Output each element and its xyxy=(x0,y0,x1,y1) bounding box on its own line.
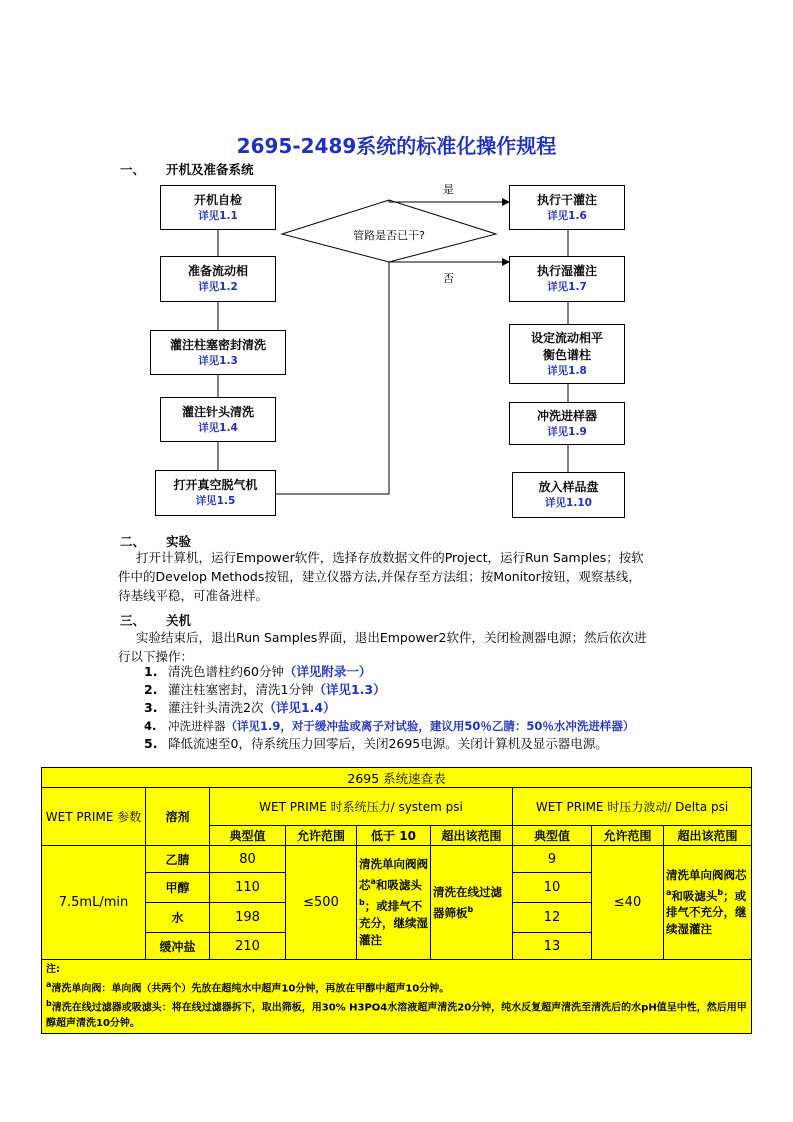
footnote-b-mark: b xyxy=(46,999,52,1009)
flow-box-label: 放入样品盘 xyxy=(538,480,599,494)
section-3-heading xyxy=(120,611,191,629)
solvent-cell: 乙腈 xyxy=(146,846,210,873)
step-ref: （详见1.4） xyxy=(263,700,336,715)
flow-box-wet-prime xyxy=(509,256,625,302)
flow-box-ref: 详见1.5 xyxy=(195,495,236,507)
pressure-typical-cell: 80 xyxy=(210,846,286,873)
section-3-title: 关机 xyxy=(166,613,192,628)
section-3-line: 行以下操作： xyxy=(118,649,194,664)
sub-over-range: 超出该范围 xyxy=(431,826,513,846)
flow-box-label: 执行干灌注 xyxy=(536,192,597,207)
step-text: 灌注柱塞密封，清洗1分钟 xyxy=(168,682,314,697)
sub-delta-range: 允许范围 xyxy=(592,826,664,846)
step-text: 降低流速至0，待系统压力回零后，关闭2695电源。关闭计算机及显示器电源。 xyxy=(168,736,608,751)
note-a-text: 清洗单向阀：单向阀（共两个）先放在超纯水中超声10分钟，再放在甲醇中超声10分钟。 xyxy=(51,983,450,995)
flow-box-ref: 详见1.6 xyxy=(547,209,587,222)
section-2-line: 件中的Develop Methods按钮，建立仪器方法,并保存至方法组；按Monitor按钮，观察基线， xyxy=(118,569,641,584)
step-item xyxy=(144,717,744,735)
flow-box-label: 灌注柱塞密封清洗 xyxy=(169,337,266,352)
flow-box-seal-wash xyxy=(150,330,286,375)
flow-rate-cell: 7.5mL/min xyxy=(42,846,146,960)
flow-box-ref: 详见1.10 xyxy=(545,497,592,509)
sub-typical: 典型值 xyxy=(210,826,286,846)
step-number: 5. xyxy=(144,736,158,751)
footnote-a-mark: a xyxy=(370,877,376,887)
delta-typical-cell: 9 xyxy=(513,846,592,873)
flow-box-purge-injector xyxy=(509,402,625,445)
footnote-a-mark: a xyxy=(46,980,52,989)
section-2-body xyxy=(118,548,718,605)
delta-range-cell: ≤40 xyxy=(592,846,664,960)
solvent-cell: 甲醇 xyxy=(146,873,210,903)
delta-over-text-b: 和吸滤头 xyxy=(671,888,718,903)
flow-box-ref: 详见1.2 xyxy=(198,281,238,293)
pressure-range-cell: ≤500 xyxy=(286,846,357,960)
flow-box-label: 灌注针头清洗 xyxy=(181,404,254,419)
step-item xyxy=(144,735,744,753)
below-10-text-b: 和吸滤头 xyxy=(375,878,422,892)
flow-box-ref: 详见1.8 xyxy=(547,364,587,377)
sub-delta-over: 超出该范围 xyxy=(664,826,752,846)
delta-over-action-cell xyxy=(664,846,752,960)
step-number: 4. xyxy=(144,719,157,733)
step-number: 3. xyxy=(144,700,158,715)
yes-label: 是 xyxy=(443,183,454,196)
flowchart-connectors xyxy=(0,0,793,530)
flow-box-label-line2: 衡色谱柱 xyxy=(542,347,591,362)
solvent-cell: 缓冲盐 xyxy=(146,933,210,960)
step-item xyxy=(144,681,744,699)
step-text: 灌注针头清洗2次 xyxy=(168,700,264,715)
section-2-line: 待基线平稳，可准备进样。 xyxy=(118,588,269,603)
footnote-b-mark: b xyxy=(717,887,724,897)
flow-box-needle-wash xyxy=(160,397,276,442)
section-2-number: 二、 xyxy=(120,534,146,549)
step-text: 冲洗进样器 xyxy=(168,719,226,733)
flow-box-power-on xyxy=(160,185,276,230)
table-notes xyxy=(42,960,752,1034)
no-label: 否 xyxy=(443,272,454,285)
flow-box-label: 开机自检 xyxy=(193,192,242,207)
col-wet-prime-param: WET PRIME 参数 xyxy=(42,788,146,846)
section-3-body xyxy=(118,628,718,666)
section-3-line: 实验结束后，退出Run Samples界面，退出Empower2软件，关闭检测器电源；然后依次进 xyxy=(136,630,647,645)
flow-box-label: 准备流动相 xyxy=(187,264,248,278)
flow-box-mobile-phase xyxy=(160,256,276,302)
flow-box-ref: 详见1.9 xyxy=(547,425,587,438)
note-title: 注: xyxy=(46,964,60,975)
quick-reference-table xyxy=(41,767,752,1034)
step-ref: （详见1.9，对于缓冲盐或离子对试验，建议用50％乙腈：50％水冲洗进样器） xyxy=(225,719,635,733)
note-a xyxy=(46,977,747,996)
step-ref: （详见附录一） xyxy=(283,664,372,679)
note-b-text: 清洗在线过滤器或吸滤头：将在线过滤器拆下，取出筛板，用30% H3PO4水溶液超声清洗20分钟，纯水反复超声清洗至清洗后的水pH值呈中性，然后用甲醇超声清洗10分钟。 xyxy=(46,1002,747,1029)
flow-box-dry-prime xyxy=(509,185,625,230)
col-solvent: 溶剂 xyxy=(146,788,210,846)
solvent-cell: 水 xyxy=(146,903,210,933)
step-ref: （详见1.3） xyxy=(313,682,386,697)
flow-box-label: 冲洗进样器 xyxy=(536,408,597,423)
flow-box-equilibrate xyxy=(509,324,625,384)
table-title: 2695 系统速查表 xyxy=(42,768,752,788)
section-2-title: 实验 xyxy=(166,534,192,549)
step-item xyxy=(144,663,744,681)
shutdown-steps xyxy=(144,663,744,753)
footnote-b-mark: b xyxy=(467,904,474,914)
over-range-text: 清洗在线过滤器筛板 xyxy=(433,884,502,920)
yes-arrow xyxy=(389,200,509,202)
flow-box-ref: 详见1.4 xyxy=(198,421,238,434)
below-10-text-a: 清洗单向阀阀芯 xyxy=(359,857,428,892)
section-1-title: 开机及准备系统 xyxy=(166,162,254,177)
footnote-b-mark: b xyxy=(359,898,365,907)
connector-to-decision xyxy=(276,262,389,494)
section-1-number: 一、 xyxy=(120,162,146,177)
flow-box-sample-tray xyxy=(512,472,625,518)
page-title: 2695-2489系统的标准化操作规程 xyxy=(236,134,557,158)
sub-below-10: 低于 10 xyxy=(357,826,431,846)
flow-box-ref: 详见1.3 xyxy=(198,354,238,367)
flow-box-ref: 详见1.1 xyxy=(198,209,238,222)
step-item xyxy=(144,699,744,717)
delta-typical-cell: 10 xyxy=(513,873,592,903)
delta-over-text-c: ；或排气不充分，继续湿灌注 xyxy=(666,888,747,937)
footnote-a-mark: a xyxy=(666,887,672,897)
step-number: 1. xyxy=(144,664,158,679)
pressure-typical-cell: 198 xyxy=(210,903,286,933)
delta-typical-cell: 13 xyxy=(513,933,592,960)
sub-range: 允许范围 xyxy=(286,826,357,846)
flow-box-label: 打开真空脱气机 xyxy=(173,478,258,492)
flow-box-label: 执行湿灌注 xyxy=(536,264,597,278)
over-range-action-cell xyxy=(431,846,513,960)
pressure-typical-cell: 210 xyxy=(210,933,286,960)
sub-delta-typical: 典型值 xyxy=(513,826,592,846)
pressure-typical-cell: 110 xyxy=(210,873,286,903)
below-10-text-c: ；或排气不充分，继续湿灌注 xyxy=(359,898,428,947)
flow-box-ref: 详见1.7 xyxy=(547,281,587,293)
step-text: 清洗色谱柱约60分钟 xyxy=(168,664,284,679)
section-2-line: 打开计算机，运行Empower软件，选择存放数据文件的Project，运行Run Samples；按软 xyxy=(136,550,644,565)
section-3-number: 三、 xyxy=(120,613,146,628)
step-number: 2. xyxy=(144,682,158,697)
delta-typical-cell: 12 xyxy=(513,903,592,933)
decision-label: 管路是否已干? xyxy=(353,229,425,242)
delta-over-text-a: 清洗单向阀阀芯 xyxy=(666,867,747,882)
below-10-action-cell xyxy=(357,846,431,960)
flow-box-degasser xyxy=(155,470,276,516)
col-group-pressure: WET PRIME 时系统压力/ system psi xyxy=(210,788,513,826)
flow-box-label-line1: 设定流动相平 xyxy=(530,330,603,345)
note-b xyxy=(46,996,747,1030)
col-group-delta: WET PRIME 时压力波动/ Delta psi xyxy=(513,788,752,826)
